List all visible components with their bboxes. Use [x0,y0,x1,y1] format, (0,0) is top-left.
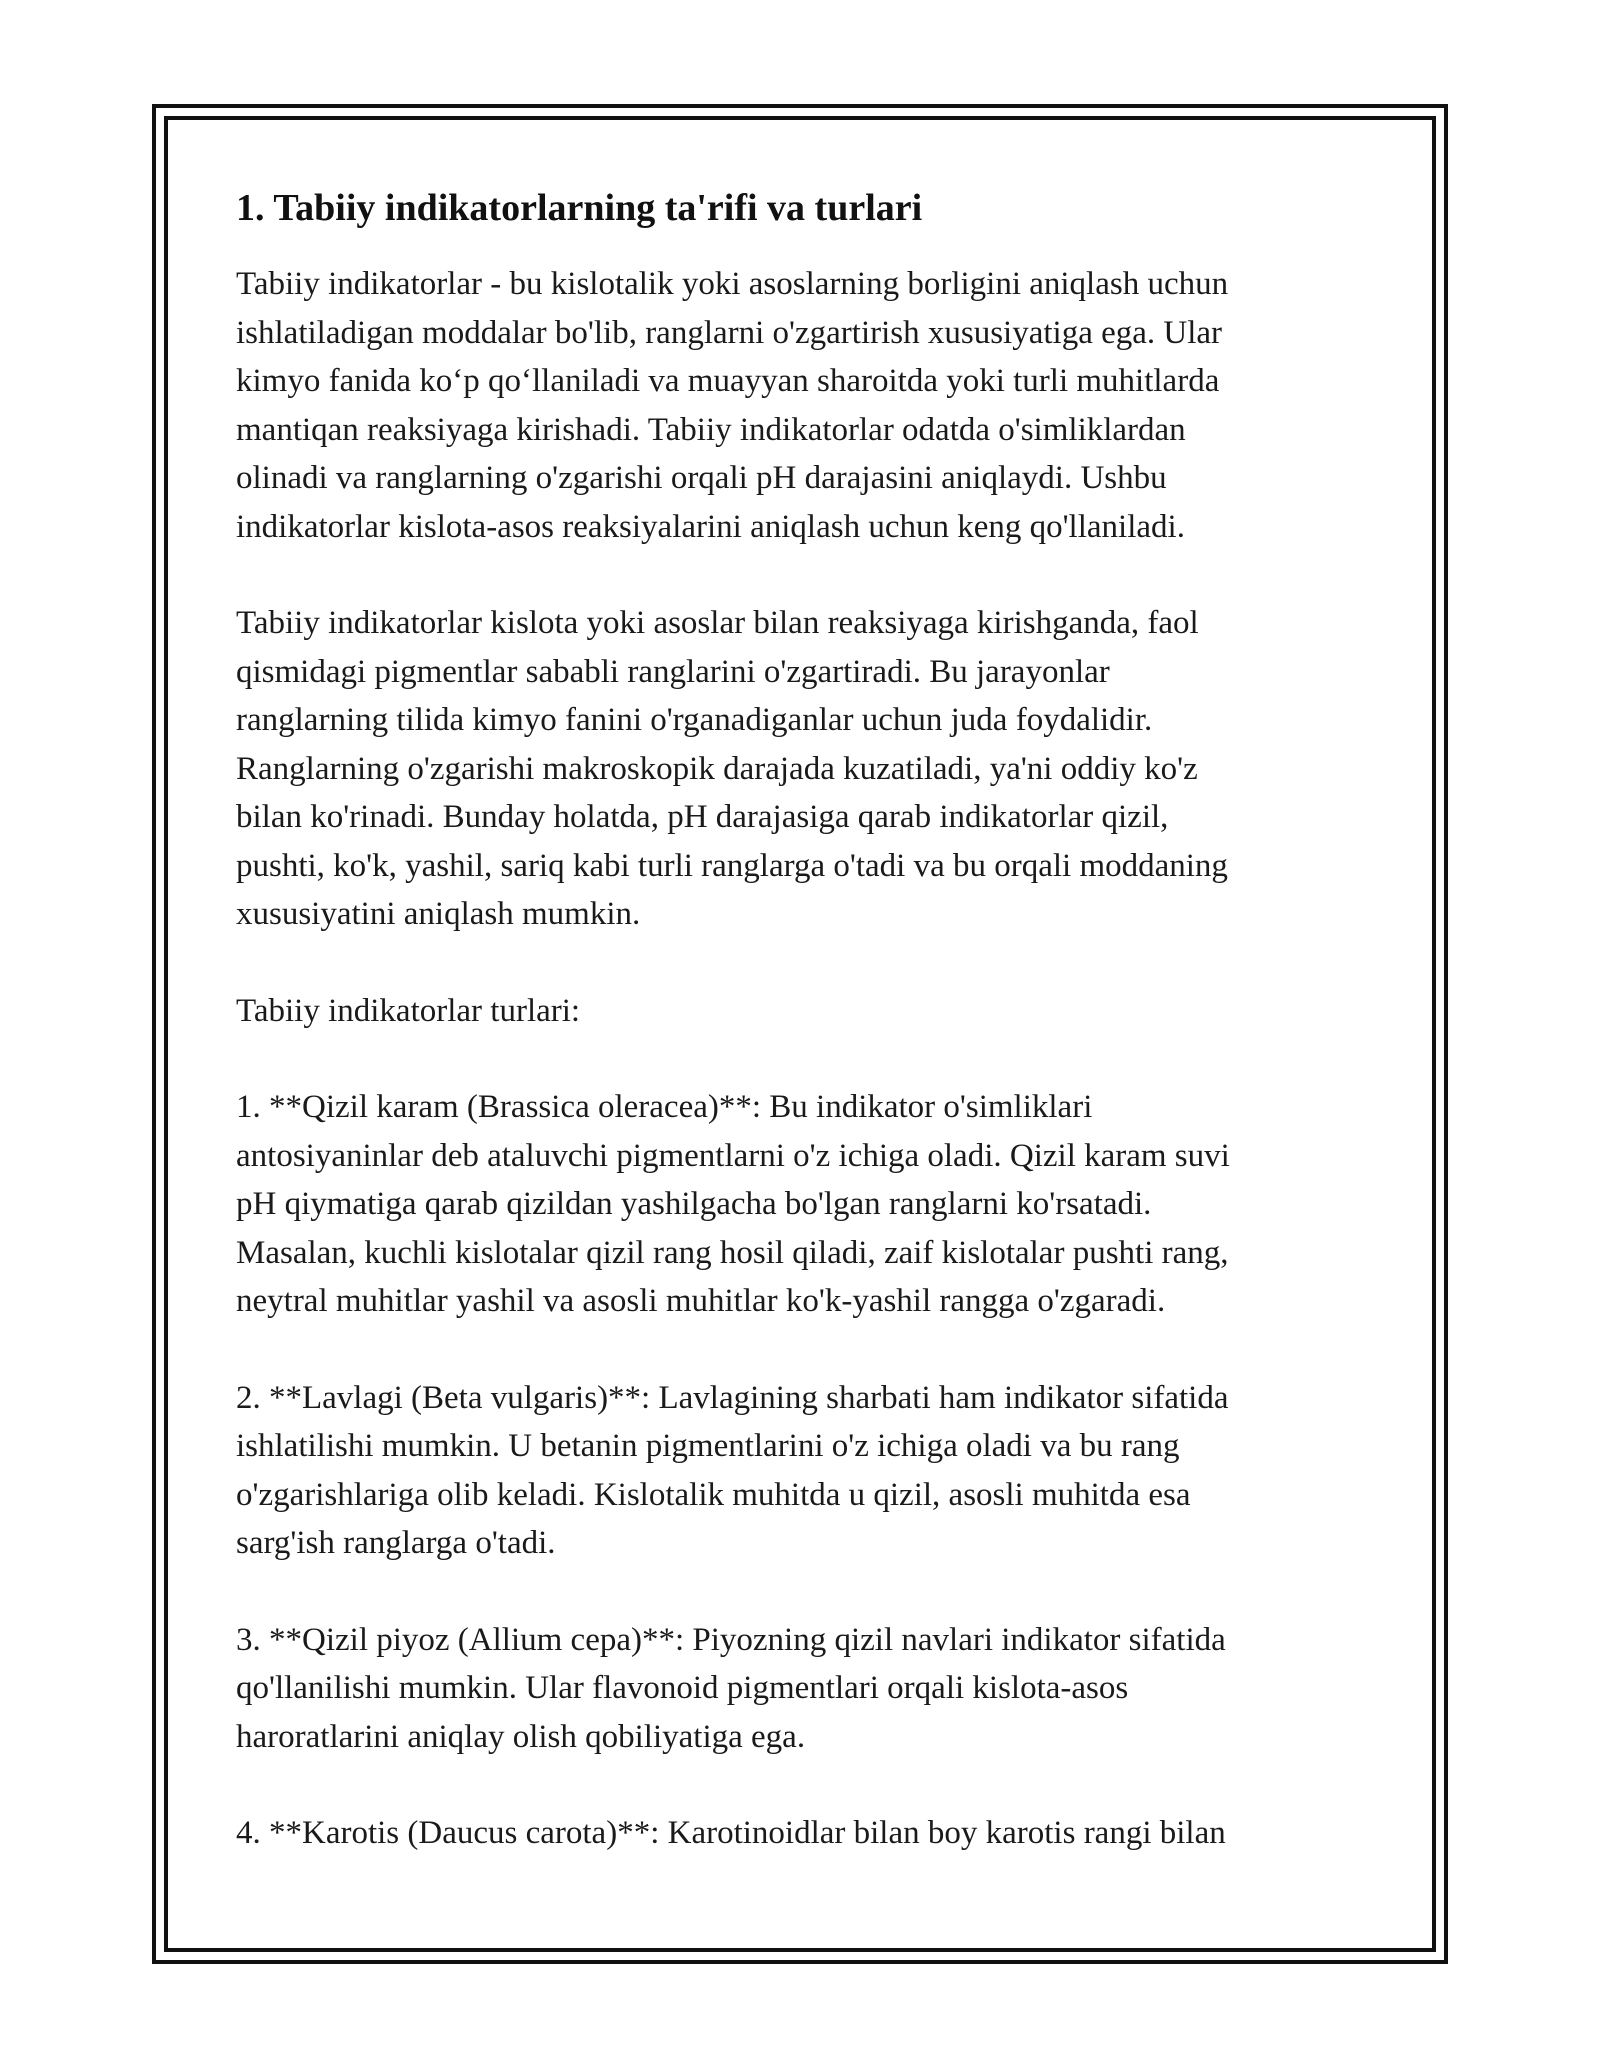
list-item-beet: 2. **Lavlagi (Beta vulgaris)**: Lavlagining sharbati ham indikator sifatida ishlatilishi mumkin. U betanin pigmentlarini o'z ichiga oladi va bu rang o'zgarishlariga olib keladi. Kislotalik muhitda u qizil, asosli muhitda esa sarg'ish ranglarga o'tadi. [236,1379,1229,1561]
list-item-carrot: 4. **Karotis (Daucus carota)**: Karotinoidlar bilan boy karotis rangi bilan [236,1815,1226,1851]
document-body [236,184,1366,1906]
paragraph-types-intro: Tabiiy indikatorlar turlari: [236,992,581,1029]
paragraph-color-change: Tabiiy indikatorlar kislota yoki asoslar bilan reaksiyaga kirishganda, faol qismidagi pigmentlar sababli ranglarini o'zgartiradi. Bu jarayonlar ranglarning tilida kimyo fanini o'rganadiganlar uchun juda foydalidir. Ranglarning o'zgarishi makroskopik darajada kuzatiladi, ya'ni oddiy ko'z bilan ko'rinadi. Bunday holatda, pH darajasiga qarab indikatorlar qizil, pushti, ko'k, yashil, sariq kabi turli ranglarga o'tadi va bu orqali moddaning xususiyatini aniqlash mumkin. [236,605,1228,932]
list-item-red-cabbage: 1. **Qizil karam (Brassica oleracea)**: Bu indikator o'simliklari antosiyaninlar deb ataluvchi pigmentlarni o'z ichiga oladi. Qizil karam suvi pH qiymatiga qarab qizildan yashilgacha bo'lgan ranglarni ko'rsatadi. Masalan, kuchli kislotalar qizil rang hosil qiladi, zaif kislotalar pushti rang, neytral muhitlar yashil va asosli muhitlar ko'k-yashil rangga o'zgaradi. [236,1089,1230,1319]
section-heading: 1. Tabiiy indikatorlarning ta'rifi va turlari [236,187,923,229]
list-item-red-onion: 3. **Qizil piyoz (Allium cepa)**: Piyozning qizil navlari indikator sifatida qo'llanilishi mumkin. Ular flavonoid pigmentlari orqali kislota-asos haroratlarini aniqlay olish qobiliyatiga ega. [236,1621,1226,1755]
paragraph-definition: Tabiiy indikatorlar - bu kislotalik yoki asoslarning borligini aniqlash uchun ishlatiladigan moddalar bo'lib, ranglarni o'zgartirish xususiyatiga ega. Ular kimyo fanida koʻp qoʻllaniladi va muayyan sharoitda yoki turli muhitlarda mantiqan reaksiyaga kirishadi. Tabiiy indikatorlar odatda o'simliklardan olinadi va ranglarning o'zgarishi orqali pH darajasini aniqlaydi. Ushbu indikatorlar kislota-asos reaksiyalarini aniqlash uchun keng qo'llaniladi. [236,266,1229,545]
